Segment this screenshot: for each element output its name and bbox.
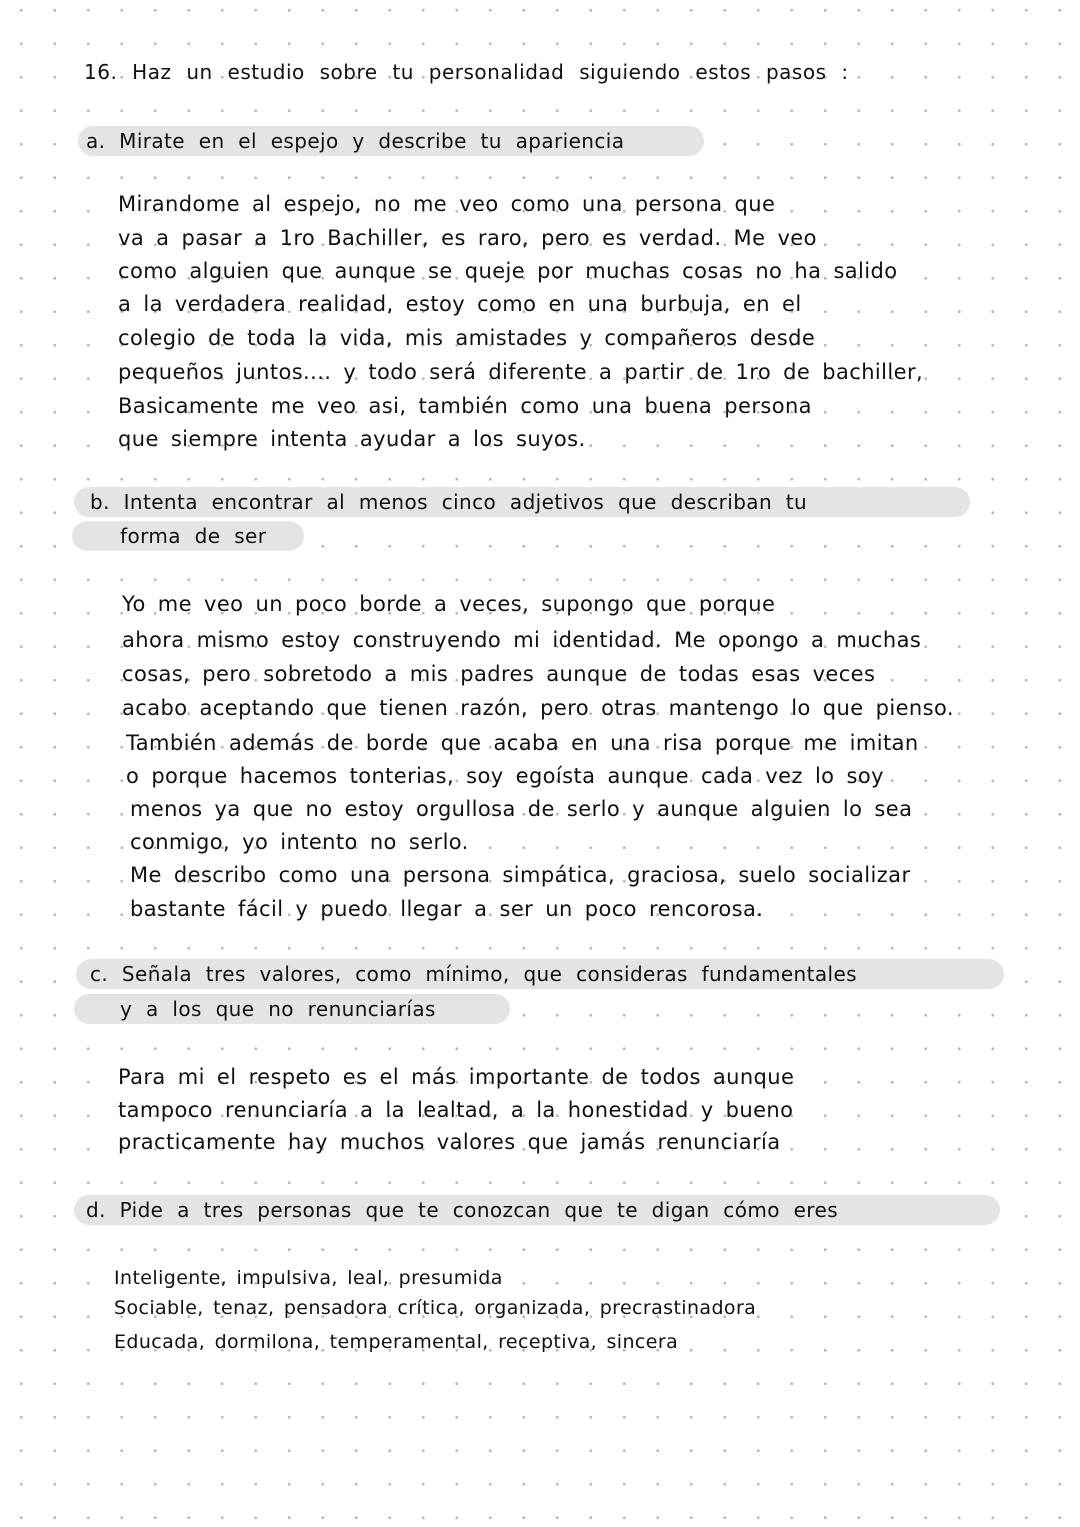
answer-c-line: practicamente hay muchos valores que jamás renunciaría <box>118 1130 781 1154</box>
question-b: b. Intenta encontrar al menos cinco adjetivos que describan tu <box>90 490 808 514</box>
answer-a-line: como alguien que aunque se queje por muchas cosas no ha salido <box>118 259 898 283</box>
answer-b-line: bastante fácil y puedo llegar a ser un poco rencorosa. <box>130 897 764 921</box>
answer-b-line: Me describo como una persona simpática, graciosa, suelo socializar <box>130 863 911 887</box>
answer-b-line: cosas, pero sobretodo a mis padres aunque de todas esas veces <box>122 662 876 686</box>
answer-a-line: a la verdadera realidad, estoy como en una burbuja, en el <box>118 292 802 316</box>
answer-b-line: ahora mismo estoy construyendo mi identidad. Me opongo a muchas <box>122 628 922 652</box>
answer-b-line: acabo aceptando que tienen razón, pero otras mantengo lo que pienso. <box>122 696 954 720</box>
question-c: c. Señala tres valores, como mínimo, que consideras fundamentales <box>90 962 857 986</box>
question-c: y a los que no renunciarías <box>120 997 436 1021</box>
answer-d-line: Sociable, tenaz, pensadora crítica, organizada, precrastinadora <box>114 1297 757 1319</box>
answer-c-line: Para mi el respeto es el más importante de todos aunque <box>118 1065 795 1089</box>
answer-c-line: tampoco renunciaría a la lealtad, a la honestidad y bueno <box>118 1098 794 1122</box>
answer-b-line: Yo me veo un poco borde a veces, supongo que porque <box>122 592 776 616</box>
exercise-title: 16. Haz un estudio sobre tu personalidad siguiendo estos pasos : <box>84 60 849 84</box>
answer-d-line: Inteligente, impulsiva, leal, presumida <box>114 1267 503 1289</box>
question-d: d. Pide a tres personas que te conozcan que te digan cómo eres <box>86 1198 839 1222</box>
answer-d-line: Educada, dormilona, temperamental, receptiva, sincera <box>114 1331 679 1353</box>
question-b: forma de ser <box>120 524 267 548</box>
answer-a-line: va a pasar a 1ro Bachiller, es raro, pero es verdad. Me veo <box>118 226 817 250</box>
answer-a-line: que siempre intenta ayudar a los suyos. <box>118 427 586 451</box>
answer-a-line: colegio de toda la vida, mis amistades y compañeros desde <box>118 326 816 350</box>
question-a: a. Mirate en el espejo y describe tu apariencia <box>86 129 625 153</box>
answer-a-line: Mirandome al espejo, no me veo como una persona que <box>118 192 776 216</box>
answer-b-line: o porque hacemos tonterias, soy egoísta aunque cada vez lo soy <box>126 764 884 788</box>
answer-b-line: conmigo, yo intento no serlo. <box>130 830 469 854</box>
answer-a-line: pequeños juntos.... y todo será diferente a partir de 1ro de bachiller, <box>118 360 924 384</box>
answer-b-line: menos ya que no estoy orgullosa de serlo y aunque alguien lo sea <box>130 797 913 821</box>
answer-b-line: También además de borde que acaba en una risa porque me imitan <box>126 731 919 755</box>
answer-a-line: Basicamente me veo asi, también como una buena persona <box>118 394 812 418</box>
